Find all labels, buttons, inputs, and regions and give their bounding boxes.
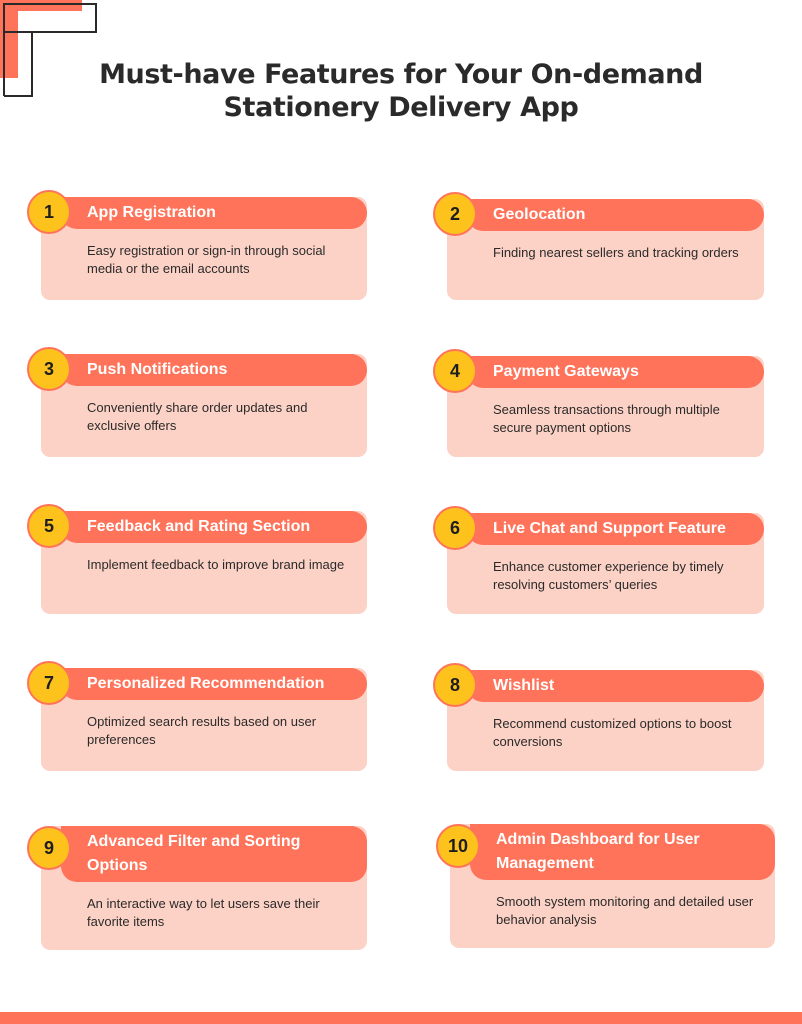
feature-number-badge: 1 xyxy=(27,190,71,234)
feature-number-badge: 3 xyxy=(27,347,71,391)
feature-title: Personalized Recommendation xyxy=(61,668,367,700)
feature-title: Payment Gateways xyxy=(467,356,764,388)
feature-title: Wishlist xyxy=(467,670,764,702)
feature-title: Feedback and Rating Section xyxy=(61,511,367,543)
feature-card-7 xyxy=(41,668,367,771)
feature-description: Enhance customer experience by timely resolving customers’ queries xyxy=(493,559,724,592)
feature-card-5 xyxy=(41,511,367,614)
feature-card-8 xyxy=(447,670,764,771)
feature-title: Live Chat and Support Feature xyxy=(467,513,764,545)
feature-title: Advanced Filter and Sorting Options xyxy=(61,826,367,882)
feature-number-badge: 8 xyxy=(433,663,477,707)
feature-description: Optimized search results based on user preferences xyxy=(87,714,317,747)
feature-number-badge: 6 xyxy=(433,506,477,550)
page-title-line-2: Stationery Delivery App xyxy=(223,92,579,123)
feature-card-2 xyxy=(447,199,764,300)
feature-title: Admin Dashboard for User Management xyxy=(470,824,775,880)
feature-card-6 xyxy=(447,513,764,614)
feature-title: App Registration xyxy=(61,197,367,229)
feature-number-badge: 4 xyxy=(433,349,477,393)
feature-card-1 xyxy=(41,197,367,300)
feature-number-badge: 5 xyxy=(27,504,71,548)
page-title-line-1: Must-have Features for Your On-demand xyxy=(99,59,703,90)
feature-number-badge: 7 xyxy=(27,661,71,705)
feature-number-badge: 9 xyxy=(27,826,71,870)
feature-card-3 xyxy=(41,354,367,457)
bottom-stripe xyxy=(0,1012,802,1024)
feature-description: Recommend customized options to boost conversions xyxy=(493,716,732,749)
feature-description: Smooth system monitoring and detailed user behavior analysis xyxy=(496,894,754,927)
feature-number-badge: 10 xyxy=(436,824,480,868)
feature-card-10 xyxy=(447,824,775,948)
feature-title: Push Notifications xyxy=(61,354,367,386)
feature-card-9 xyxy=(41,826,367,950)
feature-description: Conveniently share order updates and exclusive offers xyxy=(87,400,308,433)
feature-title: Geolocation xyxy=(467,199,764,231)
feature-description: An interactive way to let users save their favorite items xyxy=(87,896,320,929)
feature-card-4 xyxy=(447,356,764,457)
feature-description: Seamless transactions through multiple secure payment options xyxy=(493,402,720,435)
feature-number-badge: 2 xyxy=(433,192,477,236)
feature-description: Implement feedback to improve brand image xyxy=(87,557,345,572)
feature-description: Easy registration or sign-in through social media or the email accounts xyxy=(87,243,326,276)
page-title xyxy=(0,58,802,124)
feature-description: Finding nearest sellers and tracking orders xyxy=(493,245,739,260)
